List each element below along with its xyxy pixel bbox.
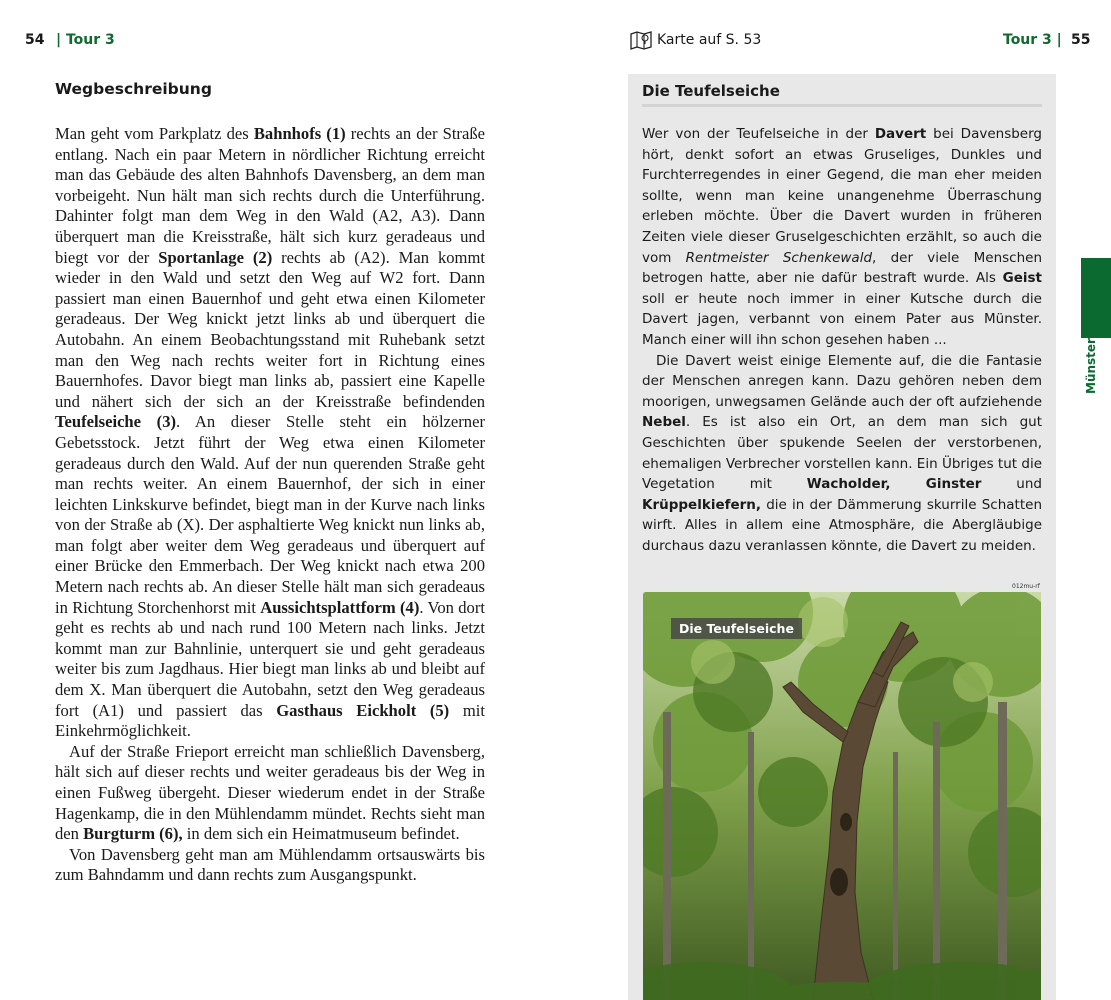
stop-gasthaus: Gasthaus Eickholt (5)	[276, 700, 450, 720]
map-reference-text: Karte auf S. 53	[657, 32, 762, 48]
side-tab-marker	[1081, 258, 1111, 338]
stop-bahnhof: Bahnhofs (1)	[253, 124, 346, 143]
info-paragraph-1: Wer von der Teufelseiche in der Davert bei Davensberg hört, denkt sofort an etwas Gruseliges, Dunkles und Furchterregendes in einer Gegend, die man eher meiden sollte, wenn man keine unangenehme Überraschung erleben möchte. Über die Davert wurden in früheren Zeiten viele dieser Gruselgeschichten erzählt, so auch die vom Rentmeister Schenkewald, der viele Menschen betrogen hatte, aber nie dafür bestraft wurde. Als Geist soll er heute noch immer in einer Kutsche durch die Davert jagen, verbannt von einem Pater aus Münster. Manch einer will ihn schon gesehen haben ...	[642, 126, 1043, 348]
forest-image	[643, 592, 1041, 1000]
route-paragraph-3: Von Davensberg geht man am Mühlendamm ortsauswärts bis zum Bahndamm und dann rechts zum Ausgangspunkt.	[55, 844, 485, 885]
info-paragraph-2: Die Davert weist einige Elemente auf, die die Fantasie der Menschen anregen kann. Dazu gehören neben dem moorigen, unwegsamen Gelände auch der oft aufziehende Nebel. Es ist also ein Ort, an dem man sich gut Geschichten über spukende Seelen der verstorbenen, ehemaligen Verbrecher vorstellen kann. Ein Übriges tut die Vegetation mit Wacholder, Ginster und Krüppelkiefern, die in der Dämmerung skurrile Schatten wirft. Alles in allem eine Atmosphäre, die Abergläubige durchaus dazu veranlassen könnte, die Davert zu meiden.	[642, 352, 1042, 554]
page-number-left: 54	[25, 32, 45, 48]
stop-teufelseiche: Teufelseiche (3)	[55, 412, 177, 432]
side-tab-label: Münster	[1084, 338, 1098, 394]
info-box-text	[642, 124, 1042, 556]
stop-aussichtsplattform: Aussichtsplattform (4)	[260, 597, 420, 617]
map-icon	[630, 30, 652, 50]
route-paragraph-2: Auf der Straße Frieport erreicht man schließlich Davensberg, hält sich auf dieser rechts und weiter geradeaus bis der Weg in einen Fußweg übergeht. Dieser wiederum endet in der Straße Hagenkamp, die in den Mühlendamm mündet. Rechts sieht man den Burgturm (6), in dem sich ein Heimatmuseum befindet.	[55, 741, 485, 844]
info-box-heading: Die Teufelseiche	[642, 82, 1042, 107]
oak-tree-photo	[643, 592, 1041, 1000]
page-number-right: 55	[1071, 32, 1091, 48]
route-heading: Wegbeschreibung	[55, 80, 212, 98]
photo-credit: 012mu-rf	[1012, 583, 1040, 590]
route-description	[55, 80, 485, 886]
running-head-left: | Tour 3	[56, 32, 115, 48]
stop-sportanlage: Sportanlage (2)	[158, 247, 273, 267]
running-head-right: Tour 3 |	[1003, 32, 1062, 48]
photo-caption: Die Teufelseiche	[671, 618, 802, 639]
stop-burgturm: Burgturm (6),	[83, 824, 183, 844]
map-reference	[630, 30, 761, 50]
route-paragraph-1: Man geht vom Parkplatz des Bahnhofs (1) rechts an der Straße entlang. Nach ein paar Metern in nördlicher Richtung erreicht man das Gebäude des alten Bahnhofs Davensberg, an dem man vorbeigeht. Nun hält man sich rechts durch die Unterführung. Dahinter folgt man dem Weg in den Wald (A2, A3). Dann überquert man die Kreisstraße, hält sich kurz geradeaus und biegt vor der Sportanlage (2) rechts ab (A2). Man kommt wieder in den Wald und setzt den Weg auf W2 fort. Dann passiert man einen Bauernhof und geht etwa einen Kilometer geradeaus. Der Weg knickt jetzt links ab und überquert die Autobahn. An einem Beobachtungsstand mit Ruhebank setzt man den Weg nach rechts weiter fort in Richtung eines Bauernhofes. Davor biegt man links ab, passiert eine Kapelle und nähert sich der sich an der Kreisstraße befindenden Teufelseiche (3). An dieser Stelle steht ein hölzerner Gebetsstock. Jetzt führt der Weg etwa einen Kilometer geradeaus durch den Wald. Auf der nun querenden Straße geht man rechts weiter. An einem Bauernhof, der sich in einer leichten Linkskurve befindet, biegt man in der Kurve nach links von der Straße ab (X). Der asphaltierte Weg knickt nun links ab, man folgt aber weiter dem Weg geradeaus und überquert auf einer Brücke den Emmerbach. Der Weg knickt nach etwa 200 Metern nach rechts ab. An dieser Stelle hält man sich geradeaus in Richtung Storchenhorst mit Aussichtsplattform (4). Von dort geht es rechts ab und nach rund 100 Metern nach links. Jetzt kommt man zur Bahnlinie, unterquert sie und geht geradeaus weiter bis zum Jagdhaus. Hier biegt man links ab und bleibt auf dem X. Man überquert die Autobahn, setzt den Weg geradeaus fort (A1) und passiert das Gasthaus Eickholt (5) mit Einkehrmöglichkeit.	[55, 124, 485, 741]
